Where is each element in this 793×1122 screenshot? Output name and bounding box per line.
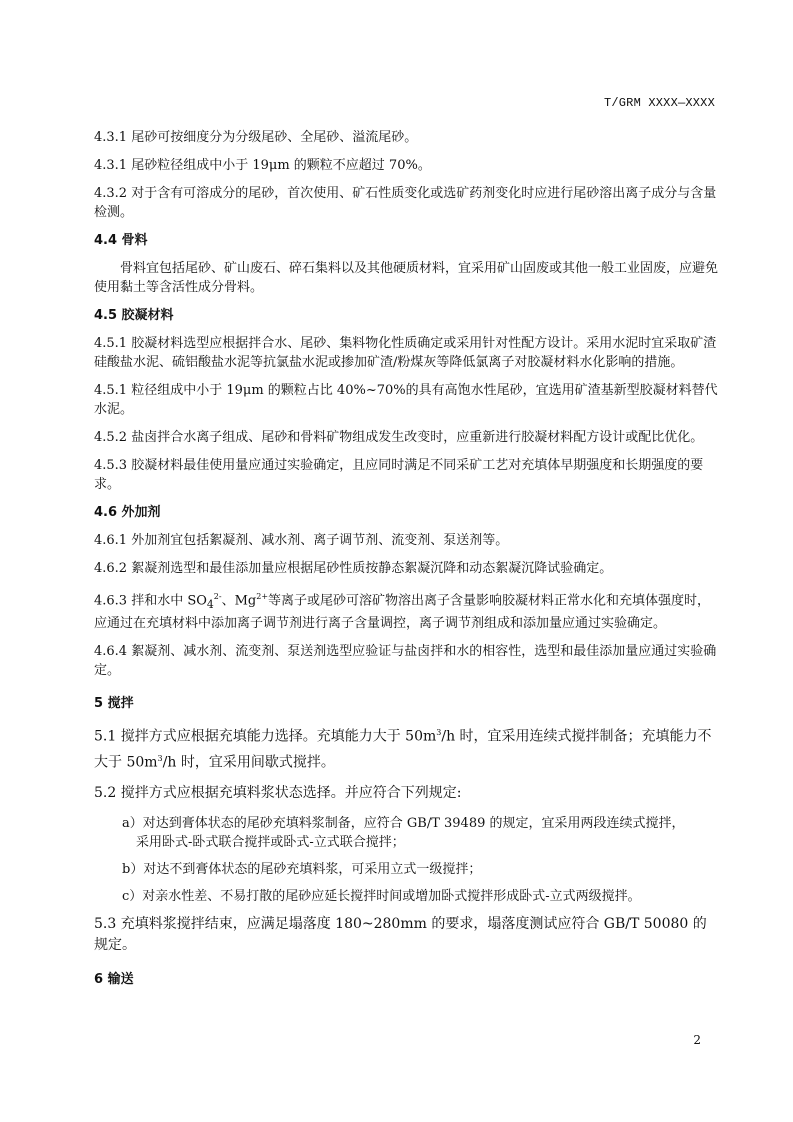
clause-4-6-3-sup2: 2+: [256, 592, 269, 601]
clause-5-1-b: /h 时，宜采用连续式搅拌制备；充填能力不大于 50m: [94, 728, 712, 771]
page-content: [94, 128, 720, 998]
clause-4-6-3-sup1: 2-: [213, 592, 222, 601]
list-item-a-line1: a）对达到膏体状态的尾砂充填料浆制备，应符合 GB/T 39489 的规定，宜采用两段连续式搅拌，: [122, 816, 685, 832]
clause-5-1-sup2: 3: [157, 753, 163, 763]
clause-4-6-3-mid: 、Mg: [221, 593, 257, 609]
clause-5-2: 5.2 搅拌方式应根据充填料浆状态选择。并应符合下列规定:: [94, 785, 462, 802]
clause-4-6-1: 4.6.1 外加剂宜包括絮凝剂、减水剂、离子调节剂、流变剂、泵送剂等。: [94, 533, 509, 548]
clause-4-3-2: 4.3.2 对于含有可溶成分的尾砂，首次使用、矿石性质变化或选矿药剂变化时应进行尾砂溶出离子成分与含量检测。: [94, 186, 717, 220]
clause-4-6-3: [94, 587, 720, 633]
clause-4-5-1: 4.5.1 粒径组成中小于 19μm 的颗粒占比 40%~70%的具有高饱水性尾砂，宜选用矿渣基新型胶凝材料替代水泥。: [94, 383, 718, 417]
clause-4-6-3-sub: 4: [206, 597, 214, 611]
list-item-b: b）对达不到膏体状态的尾砂充填料浆，可采用立式一级搅拌；: [122, 862, 482, 878]
list-item-a: [122, 814, 720, 852]
heading-4-4: 4.4 骨料: [94, 233, 148, 248]
paragraph-4-4: 骨料宜包括尾砂、矿山废石、碎石集料以及其他硬质材料，宜采用矿山固废或其他一般工业固废，应避免使用黏土等含活性成分骨料。: [94, 261, 719, 295]
clause-5-1: [94, 722, 720, 773]
clause-5-1-c: /h 时，宜采用间歇式搅拌。: [162, 754, 335, 771]
heading-4-6: 4.6 外加剂: [94, 505, 161, 520]
clause-5-1-sup: 3: [436, 727, 442, 737]
page-number: 2: [693, 1033, 701, 1047]
clause-4-6-3-pre: 4.6.3 拌和水中 SO: [94, 593, 207, 609]
list-item-c: c）对亲水性差、不易打散的尾砂应延长搅拌时间或增加卧式搅拌形成卧式-立式两级搅拌。: [122, 889, 641, 905]
clause-4-5-3: 4.5.3 胶凝材料最佳使用量应通过实验确定，且应同时满足不同采矿工艺对充填体早期强度和长期强度的要求。: [94, 458, 704, 492]
heading-5: 5 搅拌: [94, 695, 134, 711]
clause-4-6-2: 4.6.2 絮凝剂选型和最佳添加量应根据尾砂性质按静态絮凝沉降和动态絮凝沉降试验确定。: [94, 561, 613, 576]
heading-6: 6 输送: [94, 972, 134, 988]
clause-5-1-a: 5.1 搅拌方式应根据充填能力选择。充填能力大于 50m: [94, 728, 437, 745]
clause-4-3-1-b: 4.3.1 尾砂粒径组成中小于 19μm 的颗粒不应超过 70%。: [94, 158, 431, 173]
paragraph-4-5: 4.5.1 胶凝材料选型应根据拌合水、尾砂、集料物化性质确定或采用针对性配方设计。采用水泥时宜采取矿渣硅酸盐水泥、硫铝酸盐水泥等抗氯盐水泥或掺加矿渣/粉煤灰等降低氯离子对胶凝材料水化影响的措施。: [94, 336, 717, 370]
list-item-a-line2: 采用卧式-卧式联合搅拌或卧式-立式联合搅拌；: [136, 835, 405, 851]
clause-4-3-1-a: 4.3.1 尾砂可按细度分为分级尾砂、全尾砂、溢流尾砂。: [94, 130, 418, 145]
clause-5-3: 5.3 充填料浆搅拌结束，应满足塌落度 180~280mm 的要求，塌落度测试应符合 GB/T 50080 的规定。: [94, 916, 707, 954]
clause-4-5-2: 4.5.2 盐卤拌合水离子组成、尾砂和骨料矿物组成发生改变时，应重新进行胶凝材料配方设计或配比优化。: [94, 430, 704, 445]
document-number: T/GRM XXXX—XXXX: [603, 96, 715, 110]
clause-4-6-3-post: 等离子或尾砂可溶矿物溶出离子含量影响胶凝材料正常水化和充填体强度时，应通过在充填材料中添加离子调节剂进行离子含量调控，离子调节剂组成和添加量应通过实验确定。: [94, 593, 711, 631]
clause-4-6-4: 4.6.4 絮凝剂、减水剂、流变剂、泵送剂选型应验证与盐卤拌和水的相容性，选型和最佳添加量应通过实验确定。: [94, 643, 717, 678]
heading-4-5: 4.5 胶凝材料: [94, 308, 174, 323]
